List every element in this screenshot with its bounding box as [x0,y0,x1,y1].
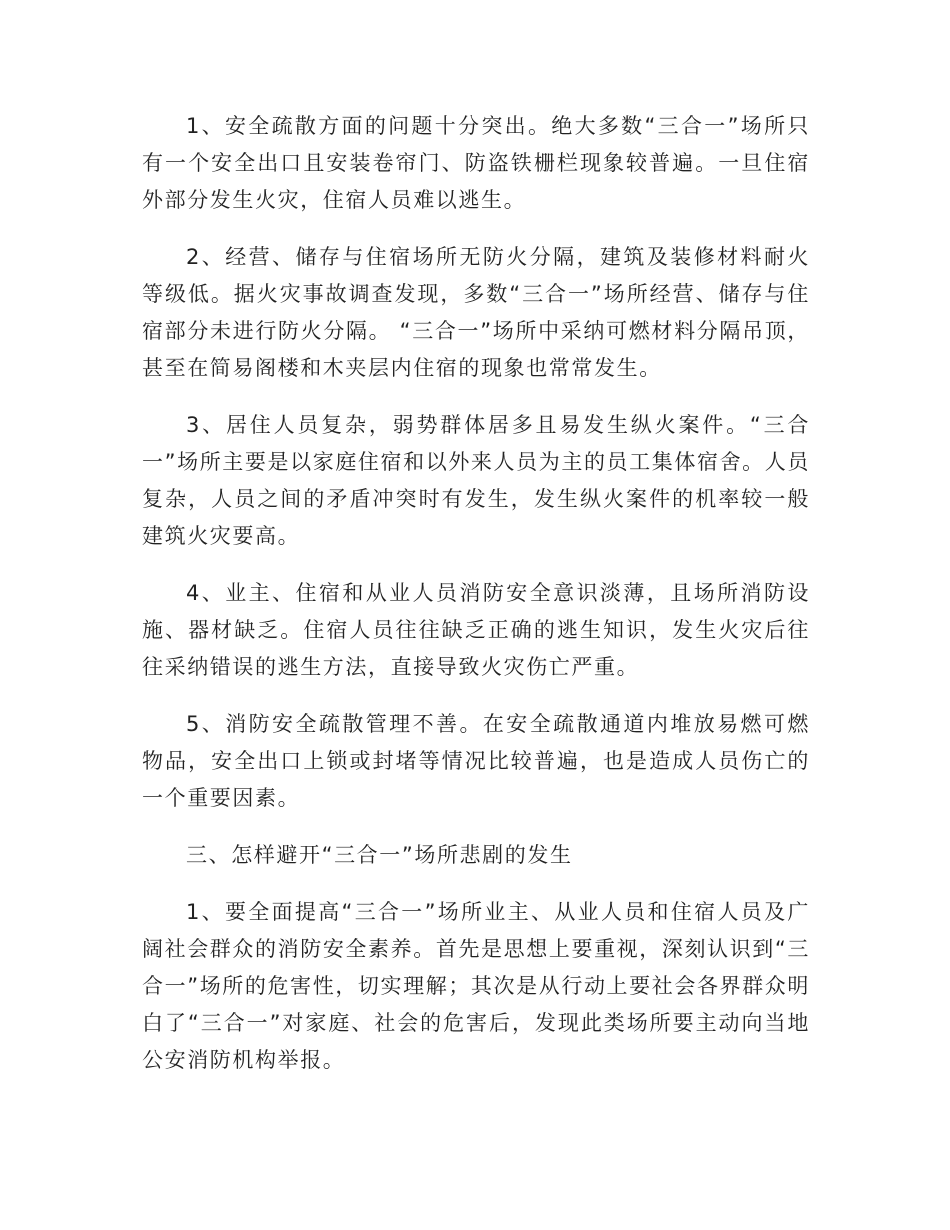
paragraph-safety-awareness: 4、业主、住宿和从业人员消防安全意识淡薄，且场所消防设施、器材缺乏。住宿人员往往缺乏正确的逃生知识，发生火灾后往往采纳错误的逃生方法，直接导致火灾伤亡严重。 [142,581,810,679]
paragraph-fire-separation: 2、经营、储存与住宿场所无防火分隔，建筑及装修材料耐火等级低。据火灾事故调查发现，多数“三合一”场所经营、储存与住宿部分未进行防火分隔。 “三合一”场所中采纳可燃材料分隔吊顶，甚至在简易阁楼和木夹层内住宿的现象也常常发生。 [142,245,810,380]
paragraph-safety-evacuation: 1、安全疏散方面的问题十分突出。绝大多数“三合一”场所只有一个安全出口且安装卷帘门、防盗铁栅栏现象较普遍。一旦住宿外部分发生火灾，住宿人员难以逃生。 [142,114,810,212]
document-body [142,108,810,1099]
paragraph-residents-complex: 3、居住人员复杂，弱势群体居多且易发生纵火案件。“三合一”场所主要是以家庭住宿和以外来人员为主的员工集体宿舍。人员复杂，人员之间的矛盾冲突时有发生，发生纵火案件的机率较一般建筑火灾要高。 [142,413,810,548]
paragraph-improve-awareness: 1、要全面提高“三合一”场所业主、从业人员和住宿人员及广阔社会群众的消防安全素养。首先是思想上要重视，深刻认识到“三合一”场所的危害性，切实理解；其次是从行动上要社会各界群众明白了“三合一”对家庭、社会的危害后，发现此类场所要主动向当地公安消防机构举报。 [142,900,810,1072]
section-heading: 三、怎样避开“三合一”场所悲剧的发生 [186,843,573,867]
paragraph-evacuation-management: 5、消防安全疏散管理不善。在安全疏散通道内堆放易燃可燃物品，安全出口上锁或封堵等情况比较普遍，也是造成人员伤亡的一个重要因素。 [142,712,810,810]
